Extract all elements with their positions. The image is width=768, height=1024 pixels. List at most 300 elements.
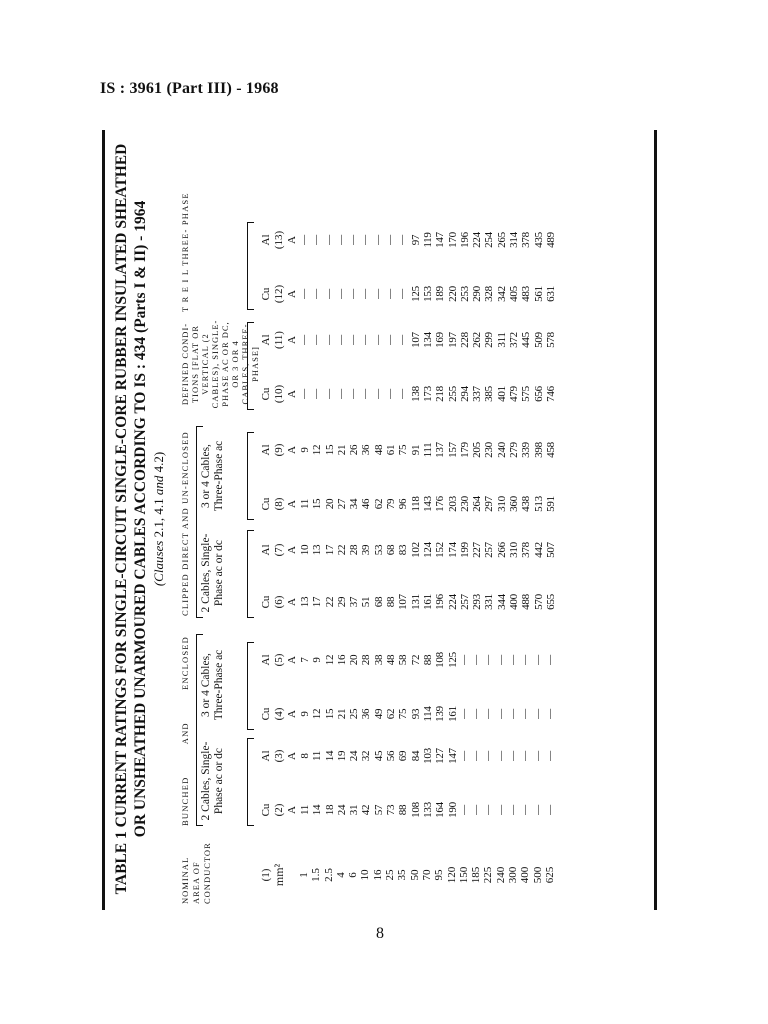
table-cell: 7 [299,657,311,663]
table-cell: 570 [532,594,545,610]
table-cell: 290 [471,286,484,302]
table-cell: — [311,235,323,245]
table-cell: 264 [471,496,484,512]
table-cell: 68 [385,544,398,556]
table-cell: 26 [348,444,361,456]
cu-label: Cu [260,595,272,609]
table-cell: 185 [470,866,483,884]
col-number: (6) [273,595,285,609]
table-cell: 218 [434,386,447,402]
group-enclosed-label: ENCLOSED [180,636,190,691]
table-cell: 34 [348,498,361,510]
group-trefoil-label: T R E I L THREE- PHASE [180,192,190,312]
table-cell: — [348,389,360,399]
table-cell: 152 [434,542,447,558]
table-cell: 19 [335,750,348,762]
col-number: (1) [260,868,272,882]
table-cell: 372 [508,332,521,348]
table-cell: — [385,389,397,399]
table-cell: — [397,335,409,345]
table-cell: 509 [532,332,545,348]
table-cell: 48 [372,444,385,456]
table-cell: — [335,335,347,345]
table-cell: 119 [421,232,434,248]
table-cell: — [471,709,483,719]
table-container [102,130,662,910]
table-cell: — [458,805,470,815]
table-cell: 39 [360,544,373,556]
table-cell: — [471,655,483,665]
table-cell: 445 [520,332,533,348]
table-cell: 656 [532,386,545,402]
table-cell: 279 [508,442,521,458]
column-4 [260,700,557,728]
table-cell: 488 [520,594,533,610]
table-cell: — [323,335,335,345]
table-cell: 328 [483,286,496,302]
table-title-line-1: TABLE 1 CURRENT RATINGS FOR SINGLE-CIRCUIT SINGLE-CORE RUBBER INSULATED SHEATHED [113,143,130,895]
table-cell: 15 [323,708,336,720]
table-cell: 253 [458,286,471,302]
table-cell: 37 [348,596,361,608]
table-cell: 300 [507,866,520,884]
table-cell: 15 [323,444,336,456]
table-cell: — [348,289,360,299]
table-cell: 311 [495,332,508,348]
table-cell: — [483,751,495,761]
table-cell: — [458,655,470,665]
brace-col6-7 [247,530,254,618]
table-cell: 385 [483,386,496,402]
col1-header: NOMINAL AREA OF CONDUCTOR [180,842,212,904]
table-cell: 133 [421,802,434,818]
table-cell: 14 [311,804,324,816]
cu-label: Cu [260,707,272,721]
table-cell: — [372,389,384,399]
table-cell: 164 [434,802,447,818]
table-cell: 73 [385,804,398,816]
table-cell: 107 [409,332,422,348]
table-cell: — [532,709,544,719]
subhead-bunched-3or4cables: 3 or 4 Cables, Three-Phase ac [200,649,225,721]
table-cell: 36 [360,708,373,720]
brace-col12-13 [247,222,254,310]
table-cell: 22 [323,596,336,608]
table-cell: 12 [311,708,324,720]
table-cell: 21 [335,444,348,456]
table-cell: 297 [483,496,496,512]
table-cell: — [335,235,347,245]
table-cell: — [520,709,532,719]
table-cell: 28 [348,544,361,556]
table-cell: — [544,709,556,719]
table-cell: 489 [544,232,557,248]
table-cell: 294 [458,386,471,402]
table-cell: 173 [421,386,434,402]
table-top-rule [102,130,105,910]
table-cell: 45 [372,750,385,762]
table-cell: 170 [446,232,459,248]
amp-unit: A [286,500,298,508]
table-cell: 398 [532,442,545,458]
table-cell: — [385,235,397,245]
col-number: (13) [273,230,285,250]
table-cell: — [508,751,520,761]
table-cell: 75 [397,708,410,720]
amp-unit: A [286,710,298,718]
al-label: Al [260,750,272,762]
table-cell: 75 [397,444,410,456]
cu-label: Cu [260,803,272,817]
column-5 [260,646,557,674]
table-cell: 32 [360,750,373,762]
table-cell: 31 [348,804,361,816]
column-8 [260,490,557,518]
table-cell: 88 [421,654,434,666]
amp-unit: A [286,336,298,344]
table-cell: 120 [445,866,458,884]
table-cell: 25 [348,708,361,720]
table-cell: 224 [446,594,459,610]
table-cell: 147 [434,232,447,248]
column-6 [260,588,557,616]
col-number: (5) [273,653,285,667]
table-cell: 360 [508,496,521,512]
table-cell: 24 [348,750,361,762]
table-cell: 254 [483,232,496,248]
table-cell: — [544,655,556,665]
table-cell: 174 [446,542,459,558]
table-cell: 125 [446,652,459,668]
table-cell: 28 [360,654,373,666]
table-cell: — [544,751,556,761]
table-cell: 25 [384,869,397,881]
table-cell: 125 [409,286,422,302]
col-number: (3) [273,749,285,763]
table-cell: 118 [409,496,422,512]
brace-col2-3 [247,738,254,826]
table-cell: 625 [543,866,556,884]
table-cell: 483 [520,286,533,302]
al-label: Al [260,234,272,246]
table-cell: 114 [421,706,434,722]
table-cell: 9 [299,447,311,453]
table-cell: 746 [544,386,557,402]
table-cell: — [520,805,532,815]
table-cell: — [532,655,544,665]
table-cell: 150 [457,866,470,884]
table-cell: — [372,289,384,299]
table-cell: — [483,709,495,719]
table-cell: 62 [372,498,385,510]
table-cell: 12 [311,444,324,456]
table-cell: — [311,335,323,345]
table-title-line-2: OR UNSHEATHED UNARMOURED CABLES ACCORDING TO IS : 434 (Parts I & II) - 1964 [132,200,149,838]
table-cell: 257 [458,594,471,610]
col-number: (12) [273,284,285,304]
brace-col10-11 [247,322,254,410]
amp-unit: A [286,752,298,760]
table-cell: 205 [471,442,484,458]
table-cell: 21 [335,708,348,720]
table-cell: 4 [334,872,347,878]
clauses-numbers: 2.1, 4.1 [151,498,166,538]
group-and-label: AND [180,722,190,745]
amp-unit: A [286,546,298,554]
table-cell: 124 [421,542,434,558]
col-number: (8) [273,497,285,511]
al-label: Al [260,444,272,456]
table-cell: 655 [544,594,557,610]
column-2 [260,796,557,824]
table-cell: — [385,335,397,345]
table-cell: 18 [323,804,336,816]
table-cell: 68 [372,596,385,608]
table-cell: — [544,805,556,815]
table-clauses [151,134,167,904]
table-cell: 9 [299,711,311,717]
group-bunched-label: BUNCHED [180,776,190,826]
table-cell: 438 [520,496,533,512]
table-cell: 224 [471,232,484,248]
table-cell: 153 [421,286,434,302]
table-cell: 378 [520,232,533,248]
table-cell: 240 [494,866,507,884]
table-cell: — [495,709,507,719]
table-cell: — [397,389,409,399]
table-cell: 10 [299,544,311,556]
table-cell: — [532,805,544,815]
table-cell: 458 [544,442,557,458]
amp-unit: A [286,236,298,244]
table-cell: — [508,805,520,815]
table-cell: 378 [520,542,533,558]
table-cell: 13 [311,544,324,556]
al-label: Al [260,544,272,556]
table-cell: 227 [471,542,484,558]
table-cell: 29 [335,596,348,608]
table-cell: 70 [420,869,433,881]
subhead-clipped-3or4cables: 3 or 4 Cables, Three-Phase ac [200,440,225,512]
table-cell: 96 [397,498,410,510]
table-cell: — [471,751,483,761]
table-cell: 143 [421,496,434,512]
table-cell: 58 [397,654,410,666]
table-cell: — [348,335,360,345]
table-cell: — [458,709,470,719]
table-cell: — [372,235,384,245]
table-title [112,134,150,904]
table-cell: 10 [359,869,372,881]
table-cell: — [483,655,495,665]
column-11 [260,326,557,354]
col-number: (2) [273,803,285,817]
table-cell: 11 [299,805,311,815]
cu-label: Cu [260,497,272,511]
table-cell: 310 [495,496,508,512]
table-cell: 17 [323,544,336,556]
table-cell: 513 [532,496,545,512]
table-cell: 97 [409,234,422,246]
table-cell: 20 [348,654,361,666]
amp-unit: A [286,806,298,814]
table-cell: — [311,389,323,399]
table-cell: 228 [458,332,471,348]
table-cell: 61 [385,444,398,456]
col-number: (11) [273,331,285,349]
table-cell: 134 [421,332,434,348]
table-cell: 111 [421,442,434,458]
table-cell: 48 [385,654,398,666]
col-unit: mm² [272,863,286,887]
table-cell: 203 [446,496,459,512]
table-cell: 561 [532,286,545,302]
column-9 [260,436,557,464]
table-cell: 240 [495,442,508,458]
table-cell: 190 [446,802,459,818]
brace-col8-9 [247,432,254,520]
table-cell: — [508,655,520,665]
table-cell: — [508,709,520,719]
table-cell: 62 [385,708,398,720]
table-cell: 161 [446,706,459,722]
table-cell: — [471,805,483,815]
table-cell: 331 [483,594,496,610]
table-cell: 83 [397,544,410,556]
table-cell: — [335,289,347,299]
table-cell: 337 [471,386,484,402]
column-3 [260,742,557,770]
column-area [260,846,556,904]
table-cell: 266 [495,542,508,558]
table-cell: — [360,235,372,245]
table-cell: 57 [372,804,385,816]
table-cell: 199 [458,542,471,558]
table-cell: 500 [531,866,544,884]
table-cell: 257 [483,542,496,558]
group-bunched-enclosed [180,636,190,826]
col-number: (7) [273,543,285,557]
table-cell: 230 [458,496,471,512]
col-number: (4) [273,707,285,721]
table-cell: 88 [385,596,398,608]
table-cell: 401 [495,386,508,402]
table-cell: 344 [495,594,508,610]
table-cell: 36 [360,444,373,456]
table-cell: 157 [446,442,459,458]
group-clipped-label: CLIPPED DIRECT AND UN-ENCLOSED [180,431,190,616]
table-cell: 107 [397,594,410,610]
column-10 [260,380,557,408]
table-cell: 103 [421,748,434,764]
clauses-prefix: (Clauses [151,540,166,587]
table-cell: 91 [409,444,422,456]
table-cell: 131 [409,594,422,610]
table-cell: — [495,655,507,665]
table-cell: — [483,805,495,815]
table-cell: 108 [409,802,422,818]
table-cell: 169 [434,332,447,348]
table-cell: 442 [532,542,545,558]
table-cell: — [360,289,372,299]
column-13 [260,226,557,254]
table-cell: 507 [544,542,557,558]
table-cell: 1 [298,872,310,878]
table-cell: 38 [372,654,385,666]
table-cell: 230 [483,442,496,458]
table-cell: 93 [409,708,422,720]
table-cell: 479 [508,386,521,402]
table-cell: 196 [458,232,471,248]
table-cell: 342 [495,286,508,302]
table-cell: 14 [323,750,336,762]
amp-unit: A [286,446,298,454]
table-cell: 196 [434,594,447,610]
table-cell: 265 [495,232,508,248]
table-cell: — [397,235,409,245]
table-cell: 108 [434,652,447,668]
table-cell: 225 [482,866,495,884]
table-cell: 435 [532,232,545,248]
col-number: (9) [273,443,285,457]
table-cell: 84 [409,750,422,762]
table-cell: 220 [446,286,459,302]
table-bottom-rule [654,130,657,910]
table-cell: — [335,389,347,399]
table-cell: 631 [544,286,557,302]
page-number: 8 [376,925,384,942]
table-cell: 139 [434,706,447,722]
table-cell: 578 [544,332,557,348]
table-cell: 1.5 [310,868,323,882]
table-cell: 2.5 [322,868,335,882]
table-cell: 20 [323,498,336,510]
amp-unit: A [286,656,298,664]
table-cell: — [299,389,310,399]
table-cell: 299 [483,332,496,348]
table-cell: 13 [299,596,311,608]
cu-label: Cu [260,387,272,401]
rotated-table [102,130,662,910]
table-cell: 56 [385,750,398,762]
table-cell: — [311,289,323,299]
table-cell: 95 [433,869,446,881]
table-cell: 50 [408,869,421,881]
table-cell: 102 [409,542,422,558]
table-cell: — [360,335,372,345]
table-cell: 15 [311,498,324,510]
table-cell: — [323,289,335,299]
al-label: Al [260,654,272,666]
table-cell: 6 [347,872,360,878]
cu-label: Cu [260,287,272,301]
table-cell: — [520,655,532,665]
table-cell: 35 [396,869,409,881]
table-cell: 8 [299,753,311,759]
table-cell: 176 [434,496,447,512]
table-cell: 72 [409,654,422,666]
amp-unit: A [286,290,298,298]
table-cell: — [323,235,335,245]
table-cell: — [532,751,544,761]
table-cell: 16 [335,654,348,666]
table-cell: 11 [299,499,311,509]
table-cell: 9 [311,657,324,663]
col-number: (10) [273,384,285,404]
table-cell: 400 [508,594,521,610]
table-cell: — [458,751,470,761]
table-cell: 42 [360,804,373,816]
